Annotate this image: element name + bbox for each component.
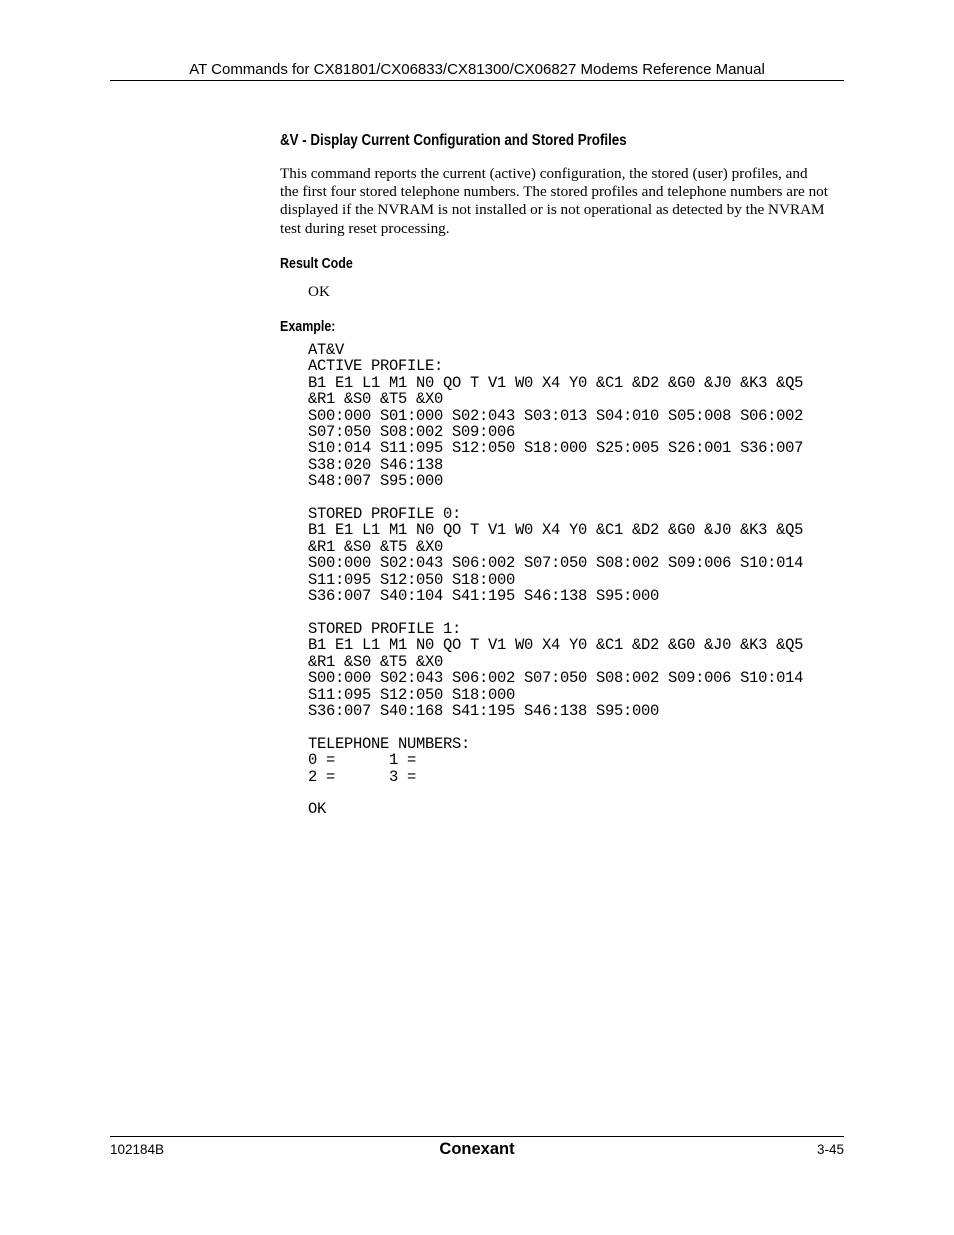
footer-doc-number: 102184B <box>110 1142 165 1157</box>
example-heading: Example: <box>280 319 336 335</box>
page-header <box>110 60 844 81</box>
section-description: This command reports the current (active) configuration, the stored (user) profiles, and the first four stored telephone numbers. The stored profiles and telephone numbers are not displayed if the NVRAM is not installed or is not operational as detected by the NVRAM test during reset processing. <box>280 165 828 237</box>
footer-page-number: 3-45 <box>816 1142 844 1157</box>
page-footer <box>110 1136 844 1167</box>
section-heading: &V - Display Current Configuration and Stored Profiles <box>280 132 627 149</box>
result-code-heading: Result Code <box>280 256 353 272</box>
result-code-value: OK <box>308 283 330 300</box>
running-title: AT Commands for CX81801/CX06833/CX81300/CX06827 Modems Reference Manual <box>189 61 765 78</box>
example-code-block: AT&V ACTIVE PROFILE: B1 E1 L1 M1 N0 QO T V1 W0 X4 Y0 &C1 &D2 &G0 &J0 &K3 &Q5 &R1 &S0 &T5 &X0 S00:000 S01:000 S02:043 S03:013 S04:010 S05:008 S06:002 S07:050 S08:002 S09:006 S10:014 S11:095 S12:050 S18:000 S25:005 S26:001 S36:007 S38:020 S46:138 S48:007 S95:000 STORED PROFILE 0: B1 E1 L1 M1 N0 QO T V1 W0 X4 Y0 &C1 &D2 &G0 &J0 &K3 &Q5 &R1 &S0 &T5 &X0 S00:000 S02:043 S06:002 S07:050 S08:002 S09:006 S10:014 S11:095 S12:050 S18:000 S36:007 S40:104 S41:195 S46:138 S95:000 STORED PROFILE 1: B1 E1 L1 M1 N0 QO T V1 W0 X4 Y0 &C1 &D2 &G0 &J0 &K3 &Q5 &R1 &S0 &T5 &X0 S00:000 S02:043 S06:002 S07:050 S08:002 S09:006 S10:014 S11:095 S12:050 S18:000 S36:007 S40:168 S41:195 S46:138 S95:000 TELEPHONE NUMBERS: 0 = 1 = 2 = 3 = OK <box>308 341 804 819</box>
footer-company-name: Conexant <box>439 1140 515 1158</box>
